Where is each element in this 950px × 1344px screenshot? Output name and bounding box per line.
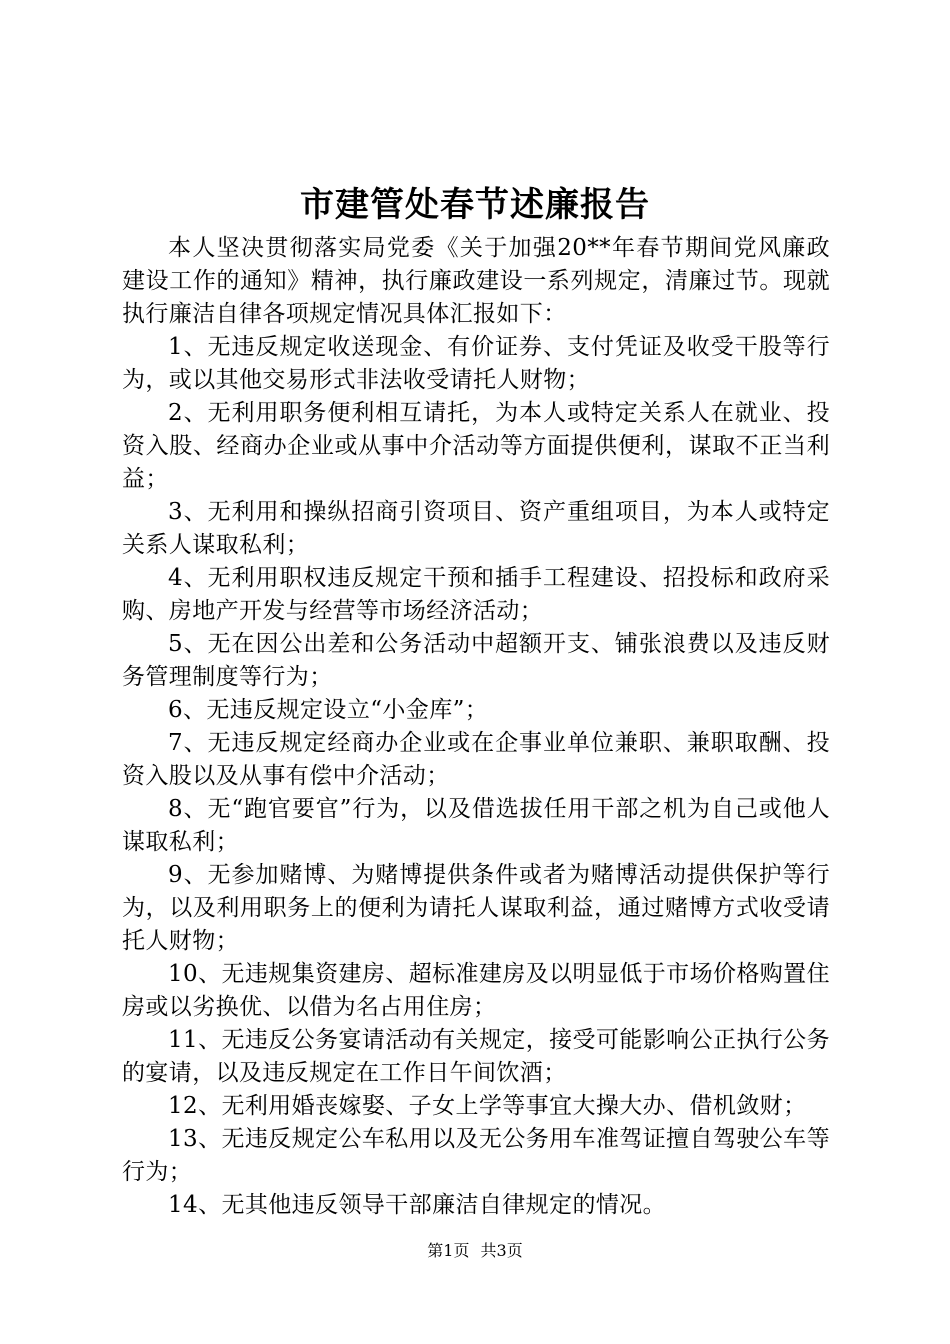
- list-item: 11、无违反公务宴请活动有关规定，接受可能影响公正执行公务的宴请，以及违反规定在工作日午间饮酒；: [122, 1027, 830, 1086]
- list-item: 13、无违反规定公车私用以及无公务用车准驾证擅自驾驶公车等行为；: [122, 1126, 830, 1185]
- page-total: 共3页: [480, 1241, 523, 1260]
- list-item: 4、无利用职权违反规定干预和插手工程建设、招投标和政府采购、房地产开发与经营等市场经济活动；: [122, 565, 830, 624]
- list-item: 1、无违反规定收送现金、有价证券、支付凭证及收受干股等行为，或以其他交易形式非法收受请托人财物；: [122, 334, 830, 393]
- page-footer: [0, 1240, 950, 1262]
- intro-paragraph: 本人坚决贯彻落实局党委《关于加强20**年春节期间党风廉政建设工作的通知》精神，执行廉政建设一系列规定，清廉过节。现就执行廉洁自律各项规定情况具体汇报如下：: [122, 235, 830, 327]
- list-item: 7、无违反规定经商办企业或在企事业单位兼职、兼职取酬、投资入股以及从事有偿中介活动；: [122, 730, 830, 789]
- list-item: 12、无利用婚丧嫁娶、子女上学等事宜大操大办、借机敛财；: [168, 1093, 807, 1119]
- list-item: 14、无其他违反领导干部廉洁自律规定的情况。: [168, 1192, 667, 1218]
- list-item: 9、无参加赌博、为赌博提供条件或者为赌博活动提供保护等行为，以及利用职务上的便利为请托人谋取利益，通过赌博方式收受请托人财物；: [122, 862, 830, 954]
- list-item: 5、无在因公出差和公务活动中超额开支、铺张浪费以及违反财务管理制度等行为；: [122, 631, 830, 690]
- list-item: 2、无利用职务便利相互请托，为本人或特定关系人在就业、投资入股、经商办企业或从事中介活动等方面提供便利，谋取不正当利益；: [122, 400, 830, 492]
- list-item: 3、无利用和操纵招商引资项目、资产重组项目，为本人或特定关系人谋取私利；: [122, 499, 830, 558]
- list-item: 8、无“跑官要官”行为，以及借选拔任用干部之机为自己或他人谋取私利；: [122, 796, 830, 855]
- list-item: 10、无违规集资建房、超标准建房及以明显低于市场价格购置住房或以劣换优、以借为名占用住房；: [122, 961, 830, 1020]
- page-number: 第1页: [427, 1241, 470, 1260]
- list-item: 6、无违反规定设立“小金库”；: [168, 697, 489, 723]
- document-title: 市建管处春节述廉报告: [300, 185, 650, 225]
- document-body: [122, 232, 830, 1222]
